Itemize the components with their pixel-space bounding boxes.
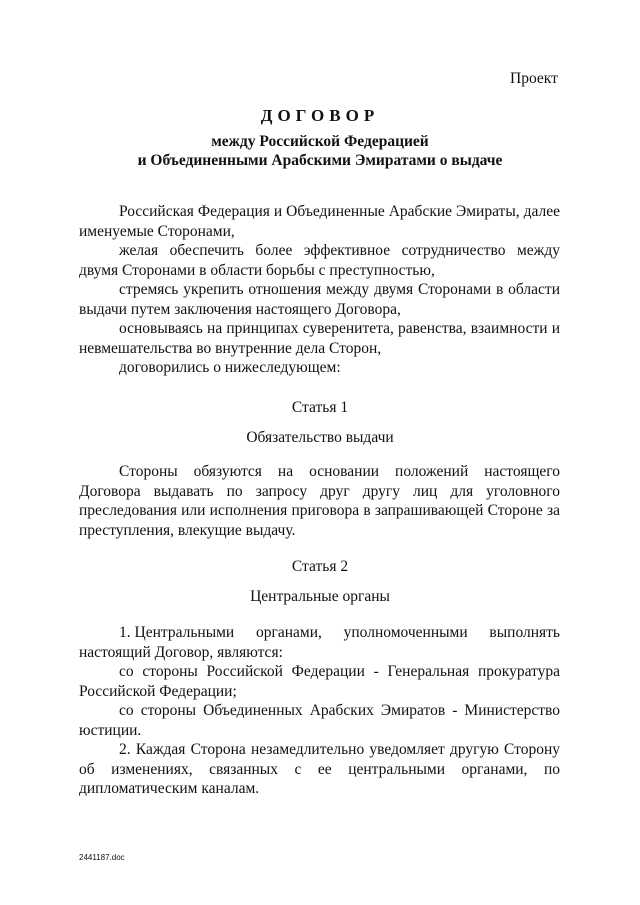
word: 1. Центральными (119, 624, 235, 641)
preamble-paragraph: основываясь на принципах суверенитета, равенства, взаимности и невмешательства во внутренние дела Сторон, (79, 320, 560, 357)
article-1-title: Обязательство выдачи (246, 429, 394, 446)
article-2-paragraph-1-first-line (79, 623, 560, 643)
word: выполнять (489, 624, 560, 641)
article-2-body (79, 623, 560, 799)
preamble-paragraph: договорились о нижеследующем: (119, 359, 341, 376)
preamble-paragraph: желая обеспечить более эффективное сотрудничество между двумя Сторонами в области борьбы с преступностью, (79, 242, 560, 279)
draft-mark: Проект (510, 70, 558, 87)
document-subtitle-line1: между Российской Федерацией (211, 133, 429, 150)
document-subtitle-line2: и Объединенными Арабскими Эмиратами о выдаче (137, 152, 503, 169)
document-title: ДОГОВОР (260, 106, 380, 125)
file-name-footer: 2441187.doc (79, 853, 125, 862)
preamble (79, 202, 560, 378)
article-1-number: Статья 1 (291, 399, 349, 416)
word: органами, (255, 624, 322, 641)
article-2-paragraph-2: со стороны Российской Федерации - Генеральная прокуратура Российской Федерации; (79, 663, 560, 700)
article-2-paragraph-3: со стороны Объединенных Арабских Эмиратов - Министерство юстиции. (79, 702, 560, 739)
article-1-body (79, 462, 560, 540)
article-2-number: Статья 2 (291, 558, 349, 575)
article-2-title: Центральные органы (250, 588, 390, 605)
article-1-paragraph: Стороны обязуются на основании положений настоящего Договора выдавать по запросу друг другу лиц для уголовного преследования или исполнения приговора в запрашивающей Стороне за преступления, влекущие выдачу. (79, 463, 560, 539)
word: уполномоченными (343, 624, 468, 641)
article-2-paragraph-1-rest: настоящий Договор, являются: (79, 643, 283, 661)
preamble-paragraph: Российская Федерация и Объединенные Арабские Эмираты, далее именуемые Сторонами, (79, 203, 560, 240)
preamble-paragraph: стремясь укрепить отношения между двумя Сторонами в области выдачи путем заключения настоящего Договора, (79, 281, 560, 318)
article-2-paragraph-4: 2. Каждая Сторона незамедлительно уведомляет другую Сторону об изменениях, связанных с ее центральными органами, по дипломатическим каналам. (79, 741, 560, 797)
